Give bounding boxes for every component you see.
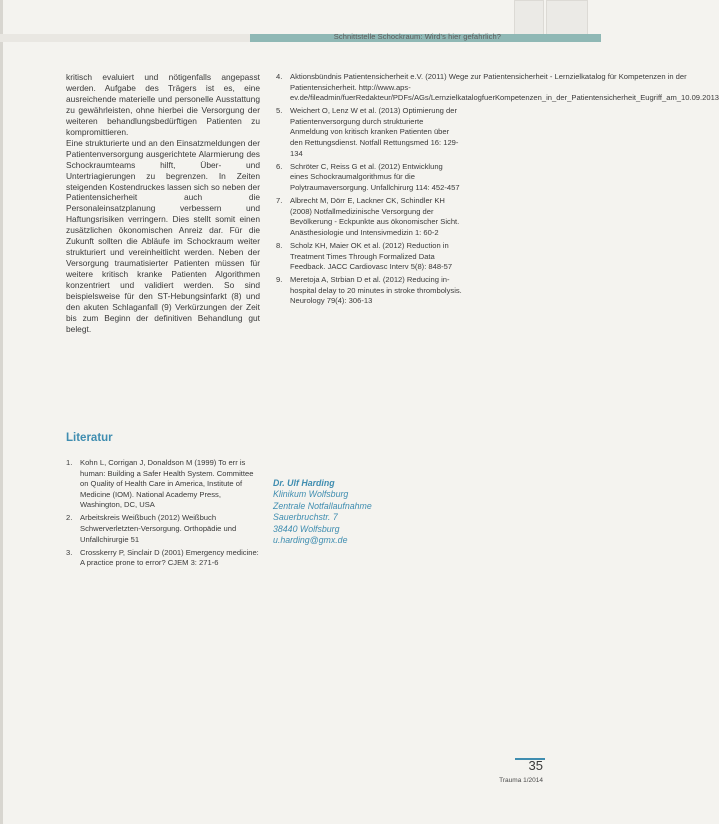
reference-number: 8. xyxy=(276,240,283,250)
reference-text: Arbeitskreis Weißbuch (2012) Weißbuch Schwerverletzten-Versorgung. Orthopädie und Unfallchirurgie 51 xyxy=(80,513,237,544)
reference-list-right xyxy=(276,72,719,309)
reference-item xyxy=(276,196,462,238)
reference-text: Meretoja A, Strbian D et al. (2012) Reducing in-hospital delay to 20 minutes in stroke thrombolysis. Neurology 79(4): 306-13 xyxy=(290,275,462,306)
decorative-box xyxy=(514,0,544,36)
reference-text: Albrecht M, Dörr E, Lackner CK, Schindler KH (2008) Notfallmedizinische Versorgung der Bevölkerung - Eckpunkte aus ökonomischer Sicht. Anästhesiologie und Intensivmedizin 1: 60-2 xyxy=(290,196,460,237)
decorative-box xyxy=(546,0,588,36)
reference-number: 9. xyxy=(276,275,283,285)
author-department: Zentrale Notfallaufnahme xyxy=(273,500,372,511)
body-paragraph: Eine strukturierte und an den Einsatzmeldungen der Patientenversorgung ausgerichtete Alarmierung des Schockraumteams hilft, Über- und Untertriagierungen zu begrenzen. In Zeiten steigenden Kostendruckes lassen sich so neben der Patientensicherheit auch die Personaleinsatzplanung verbessern und Haftungsrisiken verringern. Dies stellt somit einen zusätzlichen ökonomischen Anreiz dar. Für die Zukunft sollten die Abläufe im Schockraum weiter strukturiert und vereinheitlicht werden. Neben der Versorgung traumatisierter Patienten müssen für weitere kritisch kranke Patienten Algorithmen konzentriert und validiert werden. So sind beispielsweise für den ST-Hebungsinfarkt (8) und den akuten Schlaganfall (9) Verkürzungen der Zeit bis zum Beginn der definitiven Behandlung gut belegt. xyxy=(66,137,260,334)
literature-heading: Literatur xyxy=(66,432,113,444)
reference-text: Kohn L, Corrigan J, Donaldson M (1999) To err is human: Building a Safer Health System. Committee on Quality of Health Care in America, Institute of Medicine (IOM). National Academy Press, Washington, DC, USA xyxy=(80,458,254,510)
page-edge xyxy=(0,0,3,824)
reference-text: Scholz KH, Maier OK et al. (2012) Reduction in Treatment Times Through Formalized Data Feedback. JACC Cardiovasc Interv 5(8): 848-57 xyxy=(290,240,453,272)
reference-text: Aktionsbündnis Patientensicherheit e.V. (2011) Wege zur Patientensicherheit - Lernzielkatalog für Kompetenzen in der Patientensicherheit. http://www.aps-ev.de/fileadmin/fuerRedakteur/PDFs/AGs/LernzielkatalogfuerKompetenzen_in_der_Patientensicherheit_Eugriff_am_10.09.2013 xyxy=(290,72,719,103)
reference-item xyxy=(276,162,462,194)
body-paragraph: kritisch evaluiert und nötigenfalls angepasst werden. Aufgabe des Trägers ist es, eine ausreichende materielle und personelle Ausstattung zu gewährleisten, ohne hierbei die Versorgung der weiteren behandlungsbedürftigen Patienten zu kompromittieren. xyxy=(66,72,260,137)
reference-item xyxy=(276,275,462,307)
reference-item xyxy=(276,106,462,159)
page-number: 35 xyxy=(528,758,543,773)
author-city: 38440 Wolfsburg xyxy=(273,523,340,534)
reference-text: Crosskerry P, Sinclair D (2001) Emergency medicine: A practice prone to error? CJEM 3: 271-6 xyxy=(80,547,259,568)
reference-item xyxy=(66,513,262,545)
reference-number: 3. xyxy=(66,547,73,557)
reference-item xyxy=(276,241,462,273)
reference-number: 1. xyxy=(66,458,73,467)
reference-number: 5. xyxy=(276,106,283,116)
reference-number: 7. xyxy=(276,196,283,206)
body-text-column xyxy=(66,72,260,335)
reference-text: Weichert O, Lenz W et al. (2013) Optimierung der Patientenversorgung durch strukturierte Anmeldung von kritisch kranken Patienten über den Rettungsdienst. Notfall Rettungsmed 16: 129-134 xyxy=(290,106,459,158)
running-head: Schnittstelle Schockraum: Wird's hier gefahrlich? xyxy=(333,32,501,41)
reference-item xyxy=(276,72,719,104)
reference-number: 4. xyxy=(276,72,283,81)
reference-text: Schröter C, Reiss G et al. (2012) Entwicklung eines Schockraumalgorithmus für die Polytraumaversorgung. Unfallchirurg 114: 452-457 xyxy=(290,161,460,192)
author-name: Dr. Ulf Harding xyxy=(273,478,335,488)
author-organization: Klinikum Wolfsburg xyxy=(273,489,349,500)
reference-item xyxy=(66,548,262,569)
reference-number: 2. xyxy=(66,513,73,523)
author-email[interactable]: u.harding@gmx.de xyxy=(273,535,348,546)
reference-item xyxy=(66,458,262,511)
reference-number: 6. xyxy=(276,161,283,171)
reference-list-left xyxy=(66,458,262,571)
author-street: Sauerbruchstr. 7 xyxy=(273,512,338,523)
header-rule xyxy=(0,34,601,42)
issue-label: Trauma 1/2014 xyxy=(499,777,543,784)
author-address-block xyxy=(273,478,463,546)
